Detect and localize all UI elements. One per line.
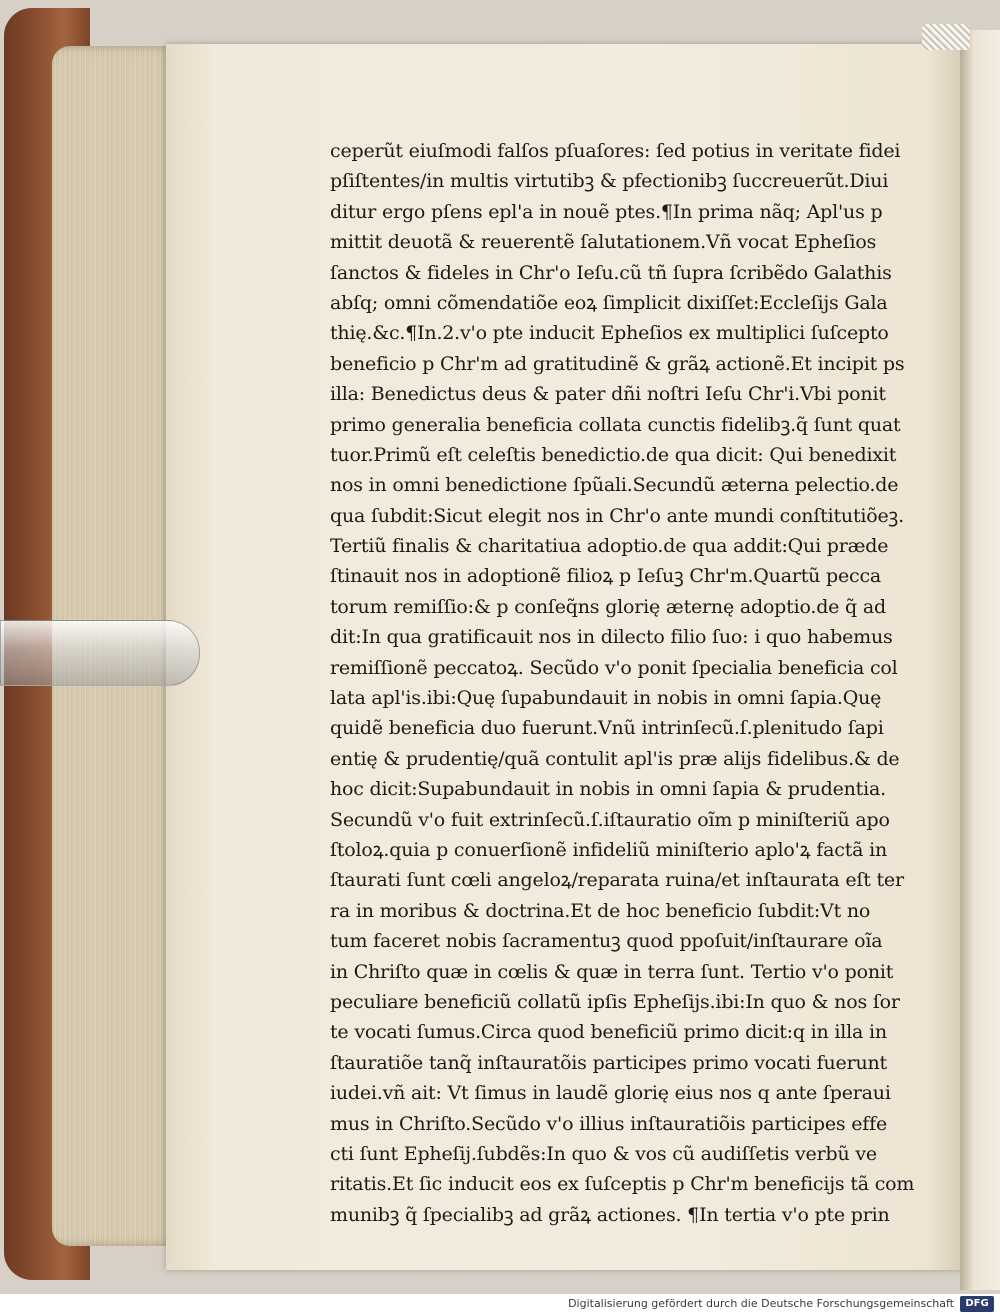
text-line: ditur ergo pſens epl'a in nouẽ ptes.¶In prima nãq; Apl'us p [330,200,883,223]
text-line: ritatis.Et ſic inducit eos ex ſuſceptis p Chr'm beneficijs tã com [330,1173,915,1196]
text-line: ſanctos & fideles in Chr'o Ieſu.cũ tñ ſupra ſcribẽdo Galathis [330,261,892,284]
text-line: thię.&c.¶In.2.v'o pte inducit Epheſios ex multiplici ſuſcepto [330,322,889,345]
text-line: abſq; omni cõmendatiõe eoꝝ ſimplicit dixiſſet:Eccleſijs Gala [330,291,888,314]
text-line: ſtoloꝝ.quia p conuerſionẽ infideliũ miniſterio aplo'ꝝ factã in [330,838,888,861]
text-line: remiſſionẽ peccatoꝝ. Secũdo v'o ponit ſpecialia beneficia col [330,656,898,679]
text-line: quidẽ beneficia duo fuerunt.Vnũ intrinſecũ.ſ.plenitudo ſapi [330,717,884,740]
text-line: peculiare beneficiũ collatũ ipſis Epheſijs.ibi:In quo & nos ſor [330,990,900,1013]
text-line: torum remiſſio:& p conſeq̃ns glorię æternę adoptio.de q̃ ad [330,595,886,618]
text-line: tuor.Primũ eſt celeſtis benedictio.de qua dicit: Qui benedixit [330,443,897,466]
binding-gutter [960,30,1000,1290]
dfg-logo: DFG [960,1296,994,1312]
binding-thread [922,24,970,50]
text-line: qua ſubdit:Sicut elegit nos in Chr'o ante mundi conſtitutiõeꝫ. [330,504,904,527]
text-line: entię & prudentię/quã contulit apl'is præ alijs fidelibus.& de [330,747,900,770]
page-clip [0,620,200,686]
footer-bar [0,1294,1000,1316]
text-line: mus in Chriſto.Secũdo v'o illius inſtauratiõis participes effe [330,1112,888,1135]
text-line: Tertiũ finalis & charitatiua adoptio.de qua addit:Qui præde [330,535,889,558]
text-line: ſtinauit nos in adoptionẽ filioꝝ p Ieſuꝫ Chr'm.Quartũ pecca [330,565,882,588]
text-line: ſtaurati ſunt cœli angeloꝝ/reparata ruina/et inſtaurata eſt ter [330,869,904,892]
text-line: ra in moribus & doctrina.Et de hoc beneficio ſubdit:Vt no [330,899,871,922]
text-line: nos in omni benedictione ſpũali.Secundũ æterna pelectio.de [330,474,899,497]
text-line: ceperũt eiuſmodi falſos pſuaſores: ſed potius in veritate fidei [330,140,901,162]
text-line: cti ſunt Epheſij.ſubdẽs:In quo & vos cũ audiſſetis verbũ ve [330,1142,877,1165]
text-line: Secundũ v'o fuit extrinſecũ.ſ.iſtauratio oĩm p miniſteriũ apo [330,808,890,831]
text-line: iudei.vñ ait: Vt ſimus in laudẽ glorię eius nos q ante ſperaui [330,1082,891,1105]
text-line: in Chriſto quæ in cœlis & quæ in terra ſunt. Tertio v'o ponit [330,960,894,983]
text-line: dit:In qua gratificauit nos in dilecto filio ſuo: i quo habemus [330,626,893,649]
funding-credit: Digitalisierung gefördert durch die Deutsche Forschungsgemeinschaft [568,1297,954,1310]
text-line: primo generalia beneficia collata cunctis fidelibꝫ.q̃ ſunt quat [330,413,901,436]
text-line: pſiſtentes/in multis virtutibꝫ & pfectionibꝫ ſuccreuerũt.Diui [330,170,889,193]
text-line: lata apl'is.ibi:Quę ſupabundauit in nobis in omni ſapia.Quę [330,687,882,710]
text-line: illa: Benedictus deus & pater dñi noſtri Ieſu Chr'i.Vbi ponit [330,383,886,406]
text-line: hoc dicit:Supabundauit in nobis in omni ſapia & prudentia. [330,778,886,801]
text-line: ſtauratiõe tanq̃ inſtauratõis participes primo vocati fuerunt [330,1051,887,1074]
printed-text-block [330,136,940,1230]
text-line: tum faceret nobis ſacramentuꝫ quod ppoſuit/inſtaurare oĩa [330,930,883,953]
text-line: te vocati ſumus.Circa quod beneficiũ primo dicit:q in illa in [330,1021,887,1044]
text-line: munibꝫ q̃ ſpecialibꝫ ad grãꝝ actiones. ¶In tertia v'o pte prin [330,1203,890,1226]
text-line: beneficio p Chr'm ad gratitudinẽ & grãꝝ actionẽ.Et incipit ps [330,352,905,375]
text-line: mittit deuotã & reuerentẽ ſalutationem.Vñ vocat Epheſios [330,231,877,254]
